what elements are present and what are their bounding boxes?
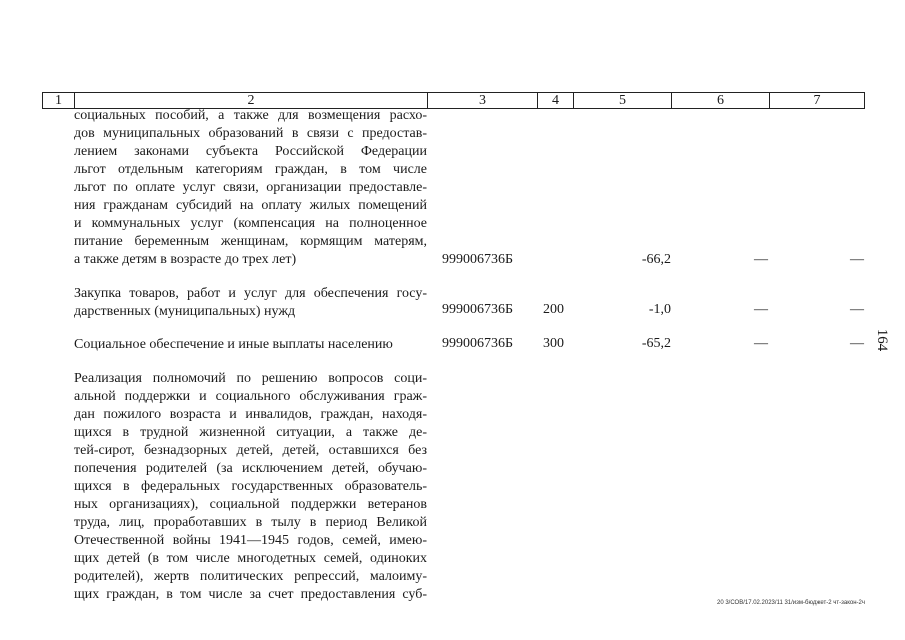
column-header-6: 6 bbox=[671, 92, 770, 109]
text-line: щих детей (в том числе многодетных семей, одиноких bbox=[74, 551, 427, 566]
row-2-description bbox=[74, 285, 427, 321]
text-line: Закупка товаров, работ и услуг для обеспечения госу- bbox=[74, 286, 427, 301]
row-1-col6: — bbox=[754, 252, 768, 267]
text-line: и коммунальных услуг (компенсация на полноценное bbox=[74, 216, 427, 231]
page-number: 164 bbox=[874, 328, 890, 352]
row-3-description bbox=[74, 336, 427, 354]
text-line: льгот по оплате услуг связи, организации предоставле- bbox=[74, 180, 427, 195]
text-line: щих граждан, в том числе за счет предоставления суб- bbox=[74, 587, 427, 602]
text-line: родителей), жертв политических репрессий, малоиму- bbox=[74, 569, 427, 584]
text-line: Социальное обеспечение и иные выплаты населению bbox=[74, 337, 393, 352]
text-line: ния гражданам субсидий на оплату жилых помещений bbox=[74, 198, 427, 213]
column-header-4: 4 bbox=[537, 92, 574, 109]
column-header-1: 1 bbox=[42, 92, 75, 109]
text-line: ных организациях), социальной поддержки ветеранов bbox=[74, 497, 427, 512]
text-line: льгот отдельным категориям граждан, в том числе bbox=[74, 162, 427, 177]
row-2-code: 999006736Б bbox=[442, 302, 514, 317]
text-line: дов муниципальных образований в связи с предостав- bbox=[74, 126, 427, 141]
row-1-code: 999006736Б bbox=[442, 252, 514, 267]
row-3-col6: — bbox=[754, 336, 768, 351]
text-line: дарственных (муниципальных) нужд bbox=[74, 304, 296, 319]
text-line: дан пожилого возраста и инвалидов, граждан, находя- bbox=[74, 407, 427, 422]
text-line: труда, лиц, проработавших в тылу в период Великой bbox=[74, 515, 427, 530]
row-2-vr: 200 bbox=[543, 302, 564, 317]
row-1-amount: -66,2 bbox=[641, 252, 671, 267]
row-3-col7: — bbox=[850, 336, 864, 351]
text-line: Реализация полномочий по решению вопросов соци- bbox=[74, 371, 427, 386]
text-line: социальных пособий, а также для возмещения расхо- bbox=[74, 108, 427, 123]
row-1-description bbox=[74, 107, 427, 269]
column-header-7: 7 bbox=[769, 92, 865, 109]
text-line: тей-сирот, безнадзорных детей, детей, оставшихся без bbox=[74, 443, 427, 458]
row-3-amount: -65,2 bbox=[641, 336, 671, 351]
text-line: щихся в трудной жизненной ситуации, а также де- bbox=[74, 425, 427, 440]
row-4-description bbox=[74, 370, 427, 604]
text-line: лением законами субъекта Российской Федерации bbox=[74, 144, 427, 159]
text-line: альной поддержки и социального обслуживания граж- bbox=[74, 389, 427, 404]
row-3-code: 999006736Б bbox=[442, 336, 514, 351]
footer-file-path: 20 3/СОВ/17.02.2023/11 31/изм-бюджет-2 чт-закон-2ч bbox=[716, 600, 865, 606]
text-line: щихся в федеральных государственных образователь- bbox=[74, 479, 427, 494]
row-2-col7: — bbox=[850, 302, 864, 317]
text-line: Отечественной войны 1941—1945 годов, семей, имею- bbox=[74, 533, 427, 548]
row-2-col6: — bbox=[754, 302, 768, 317]
row-3-vr: 300 bbox=[543, 336, 564, 351]
row-2-amount: -1,0 bbox=[648, 302, 671, 317]
text-line: а также детям в возрасте до трех лет) bbox=[74, 252, 297, 267]
column-header-3: 3 bbox=[427, 92, 538, 109]
column-header-5: 5 bbox=[573, 92, 672, 109]
column-header-2: 2 bbox=[74, 92, 428, 109]
text-line: попечения родителей (за исключением детей, обучаю- bbox=[74, 461, 427, 476]
text-line: питание беременным женщинам, кормящим матерям, bbox=[74, 234, 427, 249]
row-1-col7: — bbox=[850, 252, 864, 267]
